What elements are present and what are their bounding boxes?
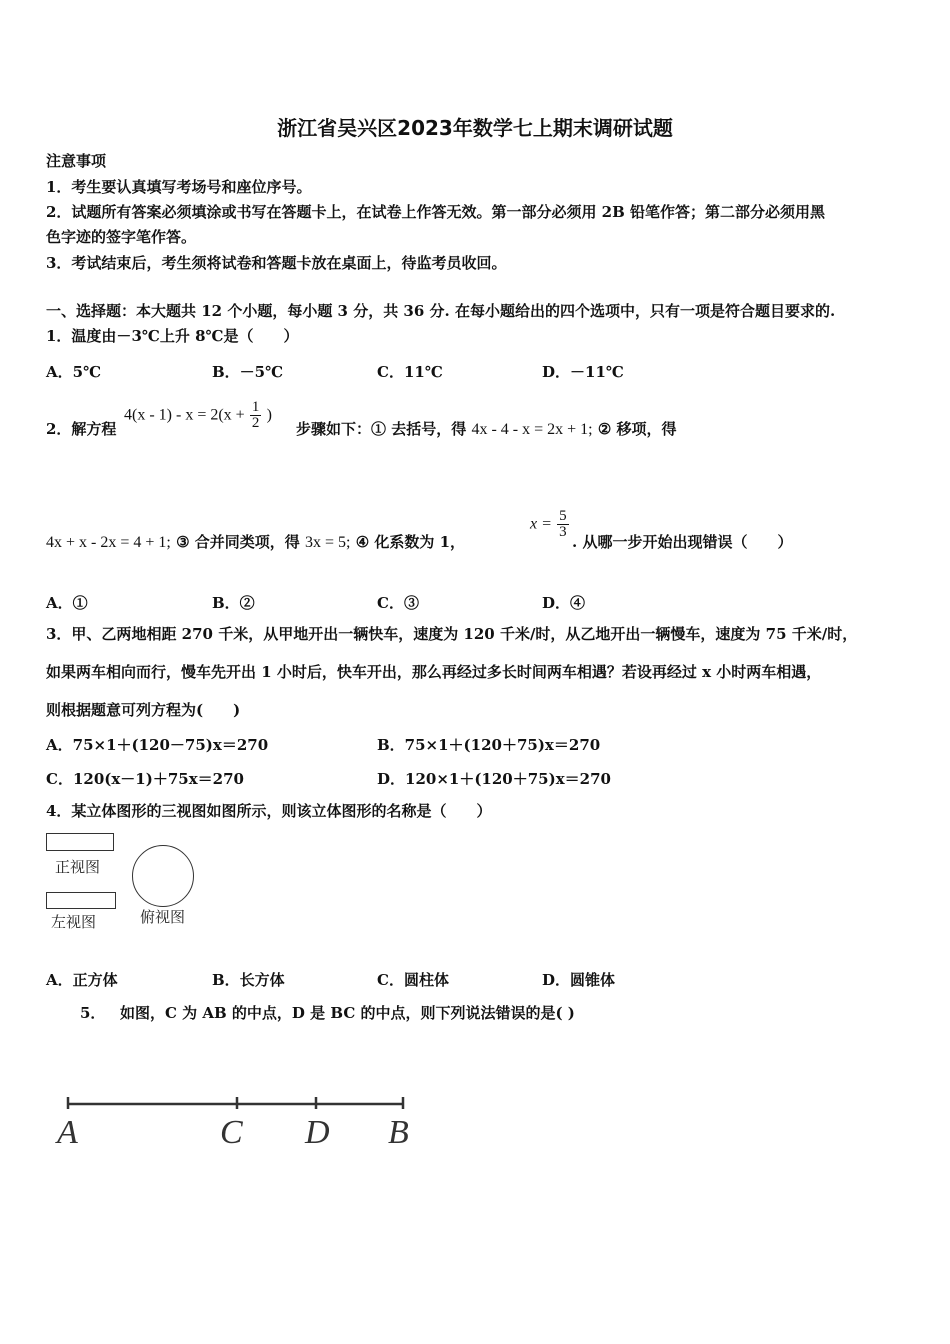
notes-item-2: 2．试题所有答案必须填涂或书写在答题卡上，在试卷上作答无效。第一部分必须用 2B 铅笔作答；第二部分必须用黑	[46, 203, 826, 221]
q2-steps-text: 步骤如下：① 去括号，得	[296, 420, 467, 438]
q2-option-d[interactable]: D．④	[542, 594, 586, 612]
q2-step1-eq: 4x - 4 - x = 2x + 1;	[471, 421, 593, 438]
q4-option-d[interactable]: D．圆锥体	[542, 971, 616, 989]
q1-stem: 1．温度由－3℃上升 8℃是（ ）	[46, 327, 299, 345]
notes-item-1: 1．考生要认真填写考场号和座位序号。	[46, 178, 312, 196]
q1-option-b[interactable]: B．－5℃	[212, 363, 284, 381]
q4-option-a[interactable]: A．正方体	[46, 971, 118, 989]
q5-stem: 如图，C 为 AB 的中点，D 是 BC 的中点，则下列说法错误的是( )	[120, 1004, 575, 1022]
q1-option-a[interactable]: A．5℃	[46, 363, 102, 381]
q3-option-d[interactable]: D．120×1＋(120＋75)x＝270	[377, 770, 611, 788]
q2-step3-text: ③ 合并同类项，得	[176, 533, 300, 551]
notes-item-3: 3．考试结束后，考生须将试卷和答题卡放在桌面上，待监考员收回。	[46, 254, 507, 272]
notes-item-2-cont: 色字迹的签字笔作答。	[46, 228, 197, 246]
q2-prefix: 2．解方程	[46, 420, 117, 438]
q2-eq-left: 4(x - 1) - x = 2(x +	[124, 406, 245, 424]
page-title: 浙江省吴兴区2023年数学七上期末调研试题	[277, 116, 673, 140]
q2-half-num: 1	[251, 399, 260, 415]
q1-option-c[interactable]: C．11℃	[377, 363, 443, 381]
q5-number: 5．	[80, 1004, 106, 1022]
q2-step2-text: ② 移项，得	[597, 420, 677, 438]
q3-line-3: 则根据题意可列方程为( )	[46, 701, 241, 719]
q2-option-c[interactable]: C．③	[377, 594, 419, 612]
point-label-a: A	[57, 1114, 78, 1151]
q3-option-c[interactable]: C．120(x－1)＋75x＝270	[46, 770, 244, 788]
left-view-label: 左视图	[51, 913, 97, 931]
q2-x-eq: x =	[530, 515, 552, 533]
q2-half-den: 2	[251, 415, 260, 431]
top-view-label: 俯视图	[140, 908, 186, 926]
notes-heading: 注意事项	[46, 152, 107, 170]
q3-option-a[interactable]: A．75×1＋(120－75)x＝270	[46, 736, 269, 754]
q4-option-b[interactable]: B．长方体	[212, 971, 285, 989]
q2-option-b[interactable]: B．②	[212, 594, 255, 612]
q2-step3-eq: 3x = 5;	[304, 534, 351, 551]
q4-option-c[interactable]: C．圆柱体	[377, 971, 449, 989]
q3-line-2: 如果两车相向而行，慢车先开出 1 小时后，快车开出，那么再经过多长时间两车相遇？若设再经过 x 小时两车相遇，	[46, 663, 822, 681]
point-label-d: D	[305, 1114, 330, 1151]
section-heading: 一、选择题：本大题共 12 个小题，每小题 3 分，共 36 分. 在每小题给出的四个选项中，只有一项是符合题目要求的.	[46, 302, 836, 320]
q3-option-b[interactable]: B．75×1＋(120＋75)x＝270	[377, 736, 601, 754]
q2-frac-den: 3	[559, 524, 567, 540]
q2-frac-num: 5	[559, 508, 567, 524]
q2-tail: . 从哪一步开始出现错误（ ）	[572, 533, 793, 551]
q3-line-1: 3．甲、乙两地相距 270 千米，从甲地开出一辆快车，速度为 120 千米/时，从乙地开出一辆慢车，速度为 75 千米/时，	[46, 625, 858, 643]
q2-option-a[interactable]: A．①	[46, 594, 88, 612]
q2-line2-eq: 4x + x - 2x = 4 + 1;	[46, 534, 171, 551]
q2-eq-right: )	[266, 406, 272, 424]
point-label-c: C	[220, 1114, 243, 1151]
q1-option-d[interactable]: D．－11℃	[542, 363, 624, 381]
front-view-label: 正视图	[55, 858, 101, 876]
q2-step4-text: ④ 化系数为 1，	[355, 533, 466, 551]
point-label-b: B	[388, 1114, 409, 1151]
q4-stem: 4．某立体图形的三视图如图所示，则该立体图形的名称是（ ）	[46, 802, 492, 820]
